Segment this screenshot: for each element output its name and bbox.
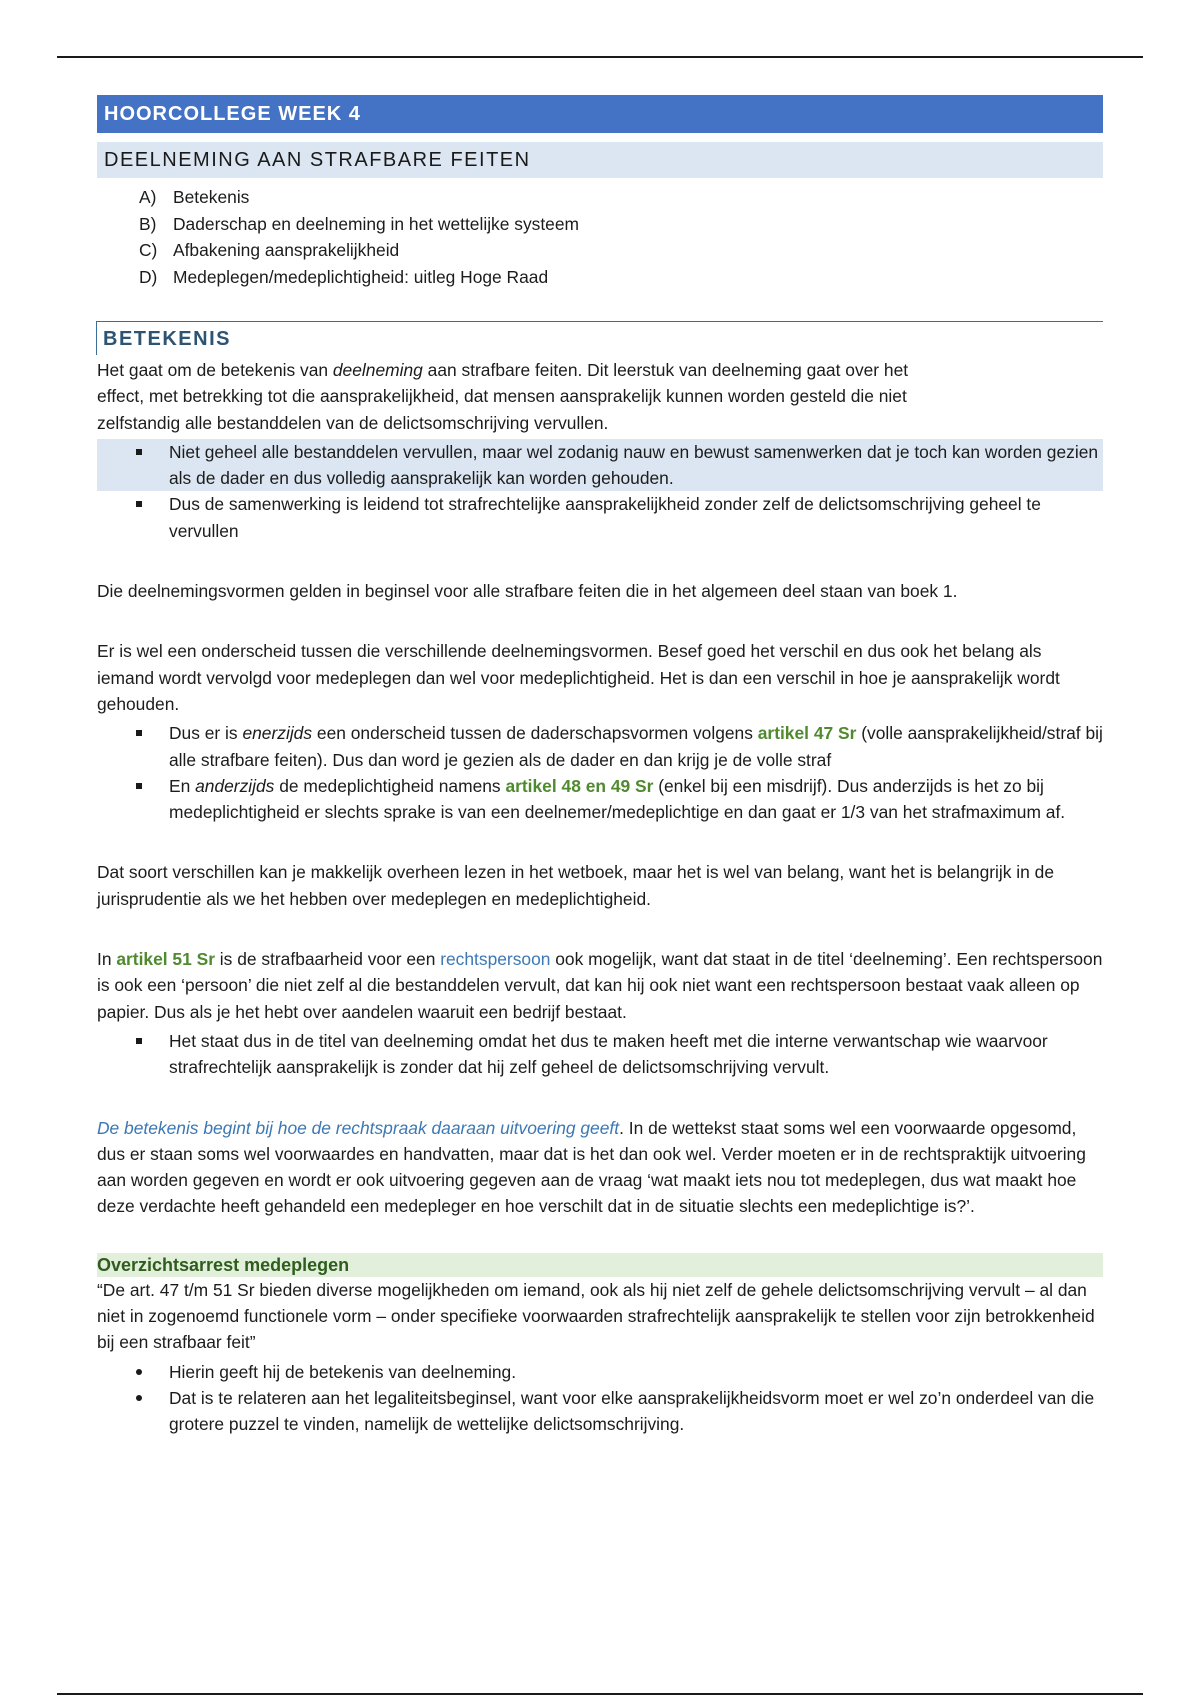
list-item: C) Afbakening aansprakelijkheid <box>139 240 400 260</box>
article-reference: artikel 48 en 49 Sr <box>505 775 654 796</box>
section-heading-betekenis: BETEKENIS <box>96 321 1103 355</box>
bullet-list-2 <box>97 720 1103 825</box>
list-item: Niet geheel alle bestanddelen vervullen, maar wel zodanig nauw en bewust samenwerken dat je toch kan worden gezien als de dader en dus volledig aansprakelijk kan worden gehouden. <box>97 439 1103 492</box>
paragraph-rechtspraak: De betekenis begint bij hoe de rechtspraak daaraan uitvoering geeft. In de wettekst staat soms wel een voorwaarde opgesomd, dus er staan soms wel voorwaardes en handvatten, maar dat is het dan ook wel. Verder moeten er in de rechtspraktijk uitvoering aan worden gegeven en wordt er ook uitvoering gegeven aan de vraag ‘wat maakt iets nou tot medeplegen, dus wat maakt hoe deze verdachte heeft gehandeld een medepleger en hoe verschilt dat in de situatie slechts een medeplichtige is?’. <box>97 1117 1086 1217</box>
bullet-list-1 <box>97 439 1103 544</box>
list-item: B) Daderschap en deelneming in het wettelijke systeem <box>139 213 580 234</box>
list-item: Het staat dus in de titel van deelneming omdat het dus te maken heeft met die interne verwantschap wie waarvoor strafrechtelijk aansprakelijk is zonder dat hij zelf geheel de delictsomschrijving vervult. <box>97 1028 1103 1081</box>
list-item: En anderzijds de medeplichtigheid namens artikel 48 en 49 Sr (enkel bij een misdrijf). Dus anderzijds is het zo bij medeplichtigheid er slechts sprake is van een deelnemer/medeplichtige en dan gaat er 1/3 van het strafmaximum af. <box>97 773 1103 826</box>
bullet-icon <box>136 1395 142 1401</box>
list-item: A) Betekenis <box>139 187 250 207</box>
list-item: Dus er is enerzijds een onderscheid tussen de daderschapsvormen volgens artikel 47 Sr (volle aansprakelijkheid/straf bij alle strafbare feiten). Dus dan word je gezien als de dader en dan krijg je de volle straf <box>97 720 1103 773</box>
list-item: Dat is te relateren aan het legaliteitsbeginsel, want voor elke aansprakelijkheidsvorm moet er wel zo’n onderdeel van die grotere puzzel te vinden, namelijk de wettelijke delictsomschrijving. <box>97 1385 1103 1438</box>
top-rule <box>57 56 1143 58</box>
paragraph-rechtspersoon: In artikel 51 Sr is de strafbaarheid voor een rechtspersoon ook mogelijk, want dat staat in de titel ‘deelneming’. Een rechtspersoon is ook een ‘persoon’ die niet zelf al die bestanddelen vervult, dat kan hij ook niet want een rechtspersoon bestaat vaak alleen op papier. Dus als je het hebt over aandelen waaruit een bedrijf bestaat. <box>97 949 1103 1022</box>
bullet-icon <box>136 1369 142 1375</box>
bullet-icon <box>136 730 142 736</box>
paragraph-intro: Het gaat om de betekenis van deelneming aan strafbare feiten. Dit leerstuk van deelneming gaat over het effect, met betrekking tot die aansprakelijkheid, dat mensen aansprakelijk kunnen worden gesteld die niet zelfstandig alle bestanddelen van de delictsomschrijving vervullen. <box>97 360 909 433</box>
article-reference: artikel 51 Sr <box>116 949 215 970</box>
bullet-icon <box>136 1038 142 1044</box>
list-item: D) Medeplegen/medeplichtigheid: uitleg Hoge Raad <box>139 266 549 287</box>
bullet-list-3 <box>97 1028 1103 1081</box>
section-subtitle: DEELNEMING AAN STRAFBARE FEITEN <box>97 142 1103 178</box>
bullet-icon <box>136 783 142 789</box>
term-rechtspersoon: rechtspersoon <box>440 949 551 970</box>
table-of-contents <box>97 184 1103 290</box>
bullet-list-4 <box>97 1359 1103 1438</box>
article-reference: artikel 47 Sr <box>757 723 857 744</box>
list-item: Dus de samenwerking is leidend tot strafrechtelijke aansprakelijkheid zonder zelf de delictsomschrijving geheel te vervullen <box>97 491 1103 544</box>
bullet-icon <box>136 501 142 507</box>
page-title: HOORCOLLEGE WEEK 4 <box>97 95 1103 133</box>
list-item: Hierin geeft hij de betekenis van deelneming. <box>97 1359 1103 1385</box>
quote-overzichtsarrest: “De art. 47 t/m 51 Sr bieden diverse mogelijkheden om iemand, ook als hij niet zelf de gehele delictsomschrijving vervult – al dan niet in zogenoemd functionele vorm – onder specifieke voorwaarden strafrechtelijk aansprakelijk te stellen voor zijn betrokkenheid bij een strafbaar feit” <box>97 1279 1095 1353</box>
subheading-overzichtsarrest: Overzichtsarrest medeplegen <box>97 1253 1103 1277</box>
bottom-rule <box>57 1693 1143 1695</box>
document-body <box>97 95 1103 1438</box>
emphasis-statement: De betekenis begint bij hoe de rechtspraak daaraan uitvoering geeft <box>97 1117 620 1138</box>
paragraph-onderscheid: Er is wel een onderscheid tussen die verschillende deelnemingsvormen. Besef goed het verschil en dus ook het belang als iemand wordt vervolgd voor medeplegen dan wel voor medeplichtigheid. Het is dan een verschil in hoe je aansprakelijk wordt gehouden. <box>97 641 1060 714</box>
paragraph-verschillen: Dat soort verschillen kan je makkelijk overheen lezen in het wetboek, maar het is wel van belang, want het is belangrijk in de jurisprudentie als we het hebben over medeplegen en medeplichtigheid. <box>97 862 1054 909</box>
paragraph-deelnemingsvormen: Die deelnemingsvormen gelden in beginsel voor alle strafbare feiten die in het algemeen deel staan van boek 1. <box>97 581 958 602</box>
bullet-icon <box>136 449 142 455</box>
